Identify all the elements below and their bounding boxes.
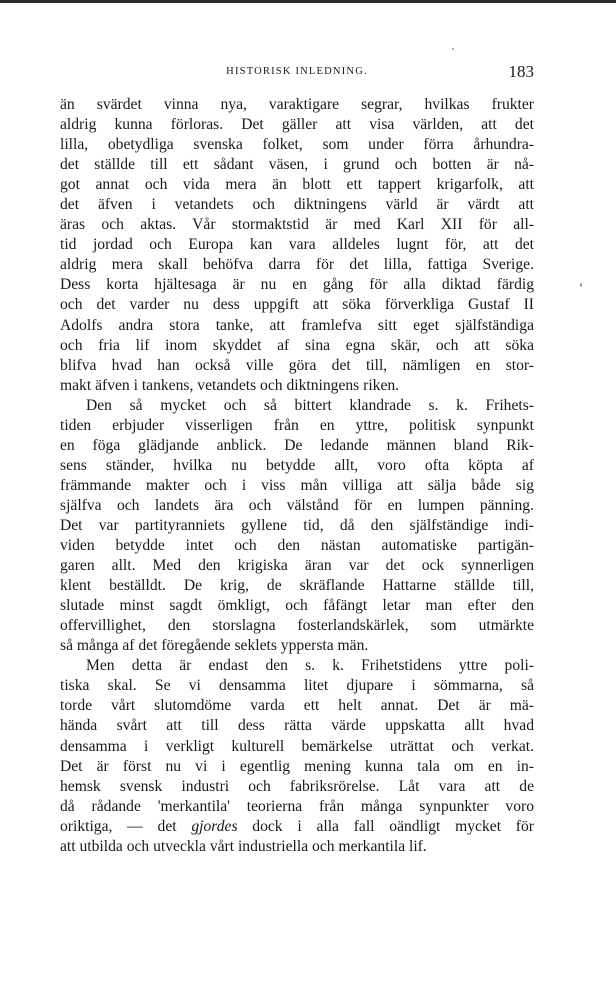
text-line: densamma i verkligt kulturell bemärkelse uträttat och verkat. xyxy=(60,737,534,755)
text-line: offervillighet, den storslagna fosterlandskärlek, som utmärkte xyxy=(60,617,534,635)
text-line: Den så mycket och så bittert klandrade s. k. Frihets- xyxy=(86,396,534,414)
text-line: och fria lif inom skyddet af sina egna skär, och att söka xyxy=(60,336,534,354)
body-text xyxy=(60,95,534,857)
text-line: det ställde till ett sådant väsen, i grund och botten är nå- xyxy=(60,156,534,174)
margin-speck xyxy=(452,48,454,50)
text-line: makt äfven i tankens, vetandets och diktningens riken. xyxy=(60,376,400,394)
text-line: slutade minst sagdt ömkligt, och fåfängt letar man efter den xyxy=(60,597,534,615)
text-line: lilla, obetydliga svenska folket, som under förra århundra- xyxy=(60,136,534,154)
paragraph xyxy=(60,656,534,856)
text-line: själfva och landets ära och välstånd för en lumpen pänning. xyxy=(60,496,534,514)
paragraph xyxy=(60,396,534,657)
text-line: Det är först nu vi i egentlig mening kunna tala om en in- xyxy=(60,757,534,775)
text-line: tid jordad och Europa kan vara alldeles lugnt för, att det xyxy=(60,236,534,254)
text-line: aldrig kunna förloras. Det gäller att visa världen, att det xyxy=(60,116,534,134)
text-line: främmande makter och i viss mån villiga att sälja både sig xyxy=(60,476,534,494)
text-line: en föga glädjande anblick. De ledande männen bland Rik- xyxy=(60,436,534,454)
text-line: aldrig mera skall behöfva darra för det lilla, fattiga Sverige. xyxy=(60,256,534,274)
text-line: Adolfs andra stora tanke, att framlefva sitt eget själfständiga xyxy=(60,316,534,334)
text-line: Dess korta hjältesaga är nu en gång för alla diktad färdig xyxy=(60,276,534,294)
text-line: äras och aktas. Vår stormaktstid är med Karl XII för all- xyxy=(60,216,534,234)
text-line: än svärdet vinna nya, varaktigare segrar, hvilkas frukter xyxy=(60,96,534,113)
top-rule xyxy=(0,0,616,3)
text-line: Det var partityranniets gyllene tid, då den själfständige indi- xyxy=(60,516,534,534)
text-line: oriktiga, — det gjordes dock i alla fall oändligt mycket för xyxy=(60,817,534,835)
text-line: tiden erbjuder visserligen från en yttre, politisk synpunkt xyxy=(60,416,534,434)
text-line: hemsk svensk industri och fabriksrörelse. Låt vara att de xyxy=(60,777,534,795)
text-line: klent beställdt. De krig, de skräflande Hattarne ställde till, xyxy=(60,577,534,595)
text-line: hända svårt att till dess rätta värde uppskatta allt hvad xyxy=(60,717,534,735)
text-line: tiska skal. Se vi densamma litet djupare i sömmarna, så xyxy=(60,677,534,695)
emphasis: gjordes xyxy=(191,817,238,835)
text-line: så många af det föregående seklets yppersta män. xyxy=(60,637,369,655)
paragraph xyxy=(60,95,534,396)
page-header xyxy=(60,62,534,86)
text-line: garen allt. Med den krigiska äran var det ock synnerligen xyxy=(60,557,534,575)
text-line: got annat och vida mera än blott ett tappert krigarfolk, att xyxy=(60,176,534,194)
text-line: Men detta är endast den s. k. Frihetstidens yttre poli- xyxy=(86,657,534,675)
page-number: 183 xyxy=(508,62,534,81)
text-line: det äfven i vetandets och diktningens värld är värdt att xyxy=(60,196,534,214)
text-line: och det varder nu dess uppgift att söka förverkliga Gustaf II xyxy=(60,296,534,314)
text-line: då rådande 'merkantila' teorierna från många synpunkter voro xyxy=(60,797,534,815)
text-line: att utbilda och utveckla vårt industriella och merkantila lif. xyxy=(60,837,427,855)
text-line: blifva hvad han också ville göra det till, nämligen en stor- xyxy=(60,356,534,374)
running-title: HISTORISK INLEDNING. xyxy=(226,66,368,77)
margin-speck xyxy=(580,283,582,287)
text-line: sens ständer, hvilka nu betydde allt, voro ofta köpta af xyxy=(60,456,534,474)
text-line: torde vårt slutomdöme varda ett helt annat. Det är mä- xyxy=(60,697,534,715)
text-line: viden betydde intet och den nästan automatiske partigän- xyxy=(60,537,534,555)
